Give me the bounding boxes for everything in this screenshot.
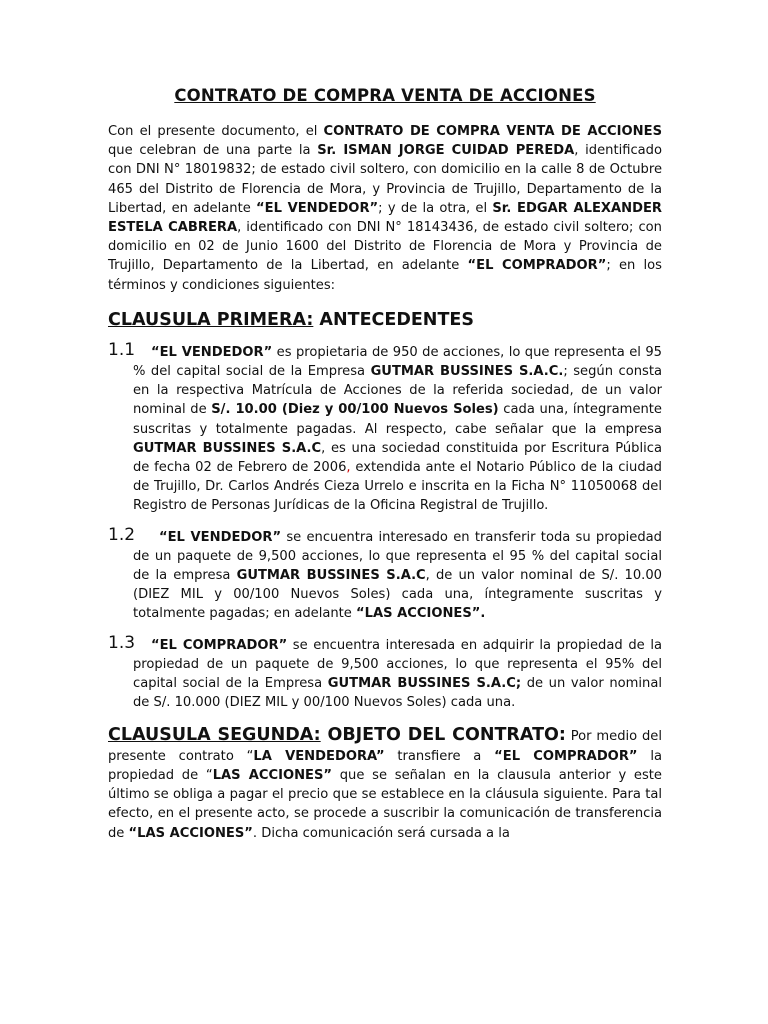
intro-text: que celebran de una parte la (108, 143, 318, 159)
item-number: 1.3 (108, 632, 136, 653)
seller-alias: “EL VENDEDOR” (256, 200, 379, 216)
item-bold: S/. 10.00 (Diez y 00/100 Nuevos Soles) (211, 402, 499, 418)
item-bold: LAS ACCIONES” (212, 767, 333, 783)
clause-2-name: OBJETO DEL CONTRATO: (320, 725, 566, 746)
item-run: extendida ante el Notario Público de la ciudad de Trujillo, Dr. Carlos Andrés Cieza Urrelo e inscrita en la Ficha N° 11050068 del Registro de Personas Jurídicas de la Oficina Registral de Trujillo. (133, 460, 662, 514)
item-run: de un valor nominal de S/. 10.000 (DIEZ MIL y 00/100 Nuevos Soles) cada una. (133, 676, 662, 711)
clause-2-run: transfiere a (384, 748, 495, 764)
clause-2-run: la propiedad de “ (108, 748, 662, 783)
clause-1-label: CLAUSULA PRIMERA: (108, 309, 314, 330)
clause-item-1-1 (108, 339, 662, 516)
item-run: ; según consta en la respectiva Matrícula de Acciones de la referida sociedad, de un valor nominal de (133, 364, 662, 418)
item-bold: “LAS ACCIONES” (128, 825, 253, 841)
item-bold: “EL COMPRADOR” (151, 637, 288, 653)
item-bold: “EL VENDEDOR” (151, 344, 273, 360)
intro-text: Con el presente documento, el (108, 124, 324, 139)
item-text (133, 528, 662, 624)
clause-item-1-3 (108, 632, 662, 713)
clause-item-1-2 (108, 524, 662, 624)
item-bold: “EL VENDEDOR” (159, 529, 282, 545)
item-text (133, 636, 662, 713)
item-bold: “EL COMPRADOR” (494, 748, 638, 764)
item-run: se encuentra interesado en transferir toda su propiedad de un paquete de 9,500 acciones, lo que representa el 95 % del capital social de la empresa (133, 529, 662, 584)
intro-text: , identificado con DNI N° 18019832; de estado civil soltero, con domicilio en la calle 8 de Octubre 465 del Distrito de Florencia de Mora, y Provincia de Trujillo, Departamento de la Libertad, en adelante (108, 143, 663, 216)
buyer-alias: “EL COMPRADOR” (467, 258, 607, 274)
intro-paragraph (108, 122, 662, 295)
item-run: cada una, íntegramente suscritas y totalmente pagadas. Al respecto, cabe señalar que la empresa (133, 402, 662, 437)
item-run: , de un valor nominal de S/. 10.00 (DIEZ MIL y 00/100 Nuevos Soles) cada una, íntegramente suscritas y totalmente pagadas; en adelante (133, 568, 662, 622)
intro-text: ; en los términos y condiciones siguientes: (108, 258, 662, 293)
clause-1-name: ANTECEDENTES (313, 309, 474, 330)
red-comma: , (346, 460, 351, 476)
item-number: 1.2 (108, 524, 136, 545)
item-bold: GUTMAR BUSSINES S.A.C (236, 568, 426, 584)
clause-2-run: . Dicha comunicación será cursada a la (252, 825, 510, 841)
item-bold: GUTMAR BUSSINES S.A.C. (370, 364, 564, 380)
intro-text: ; y de la otra, el (378, 200, 493, 216)
item-run: es propietaria de 950 de acciones, lo que representa el 95 % del capital social de la Empresa (133, 344, 662, 380)
intro-bold: CONTRATO DE COMPRA VENTA DE ACCIONES (323, 124, 663, 139)
item-text (133, 343, 662, 516)
clause-2-run: Por medio del presente contrato “ (108, 729, 663, 764)
clause-1-heading (108, 309, 662, 331)
intro-text: , identificado con DNI N° 18143436, de estado civil soltero; con domicilio en 02 de Junio 1600 del Distrito de Florencia de Mora y Provincia de Trujillo, Departamento de la Libertad, en adelante (108, 220, 662, 274)
item-bold: LA VENDEDORA” (253, 748, 385, 764)
item-run: se encuentra interesada en adquirir la propiedad de la propiedad de un paquete de 9,500 acciones, lo que representa el 95% del capital social de la Empresa (133, 637, 662, 692)
buyer-name: Sr. EDGAR ALEXANDER ESTELA CABRERA (108, 200, 662, 236)
clause-2-label: CLAUSULA SEGUNDA: (108, 725, 321, 746)
seller-name: Sr. ISMAN JORGE CUIDAD PEREDA (317, 143, 575, 159)
item-number: 1.1 (108, 339, 136, 360)
document-title: CONTRATO DE COMPRA VENTA DE ACCIONES (174, 86, 596, 105)
clause-2-run: que se señalan en la clausula anterior y este último se obliga a pagar el precio que se establece en la cláusula siguiente. Para tal efecto, en el presente acto, se procede a suscribir la comunicación de transferencia de (108, 767, 662, 841)
item-bold: GUTMAR BUSSINES S.A.C (133, 440, 322, 456)
item-run: , es una sociedad constituida por Escritura Pública de fecha 02 de Febrero de 2006 (133, 440, 662, 476)
clause-2-paragraph (108, 726, 662, 842)
item-bold: GUTMAR BUSSINES S.A.C; (327, 676, 522, 692)
item-bold: “LAS ACCIONES”. (356, 606, 486, 622)
